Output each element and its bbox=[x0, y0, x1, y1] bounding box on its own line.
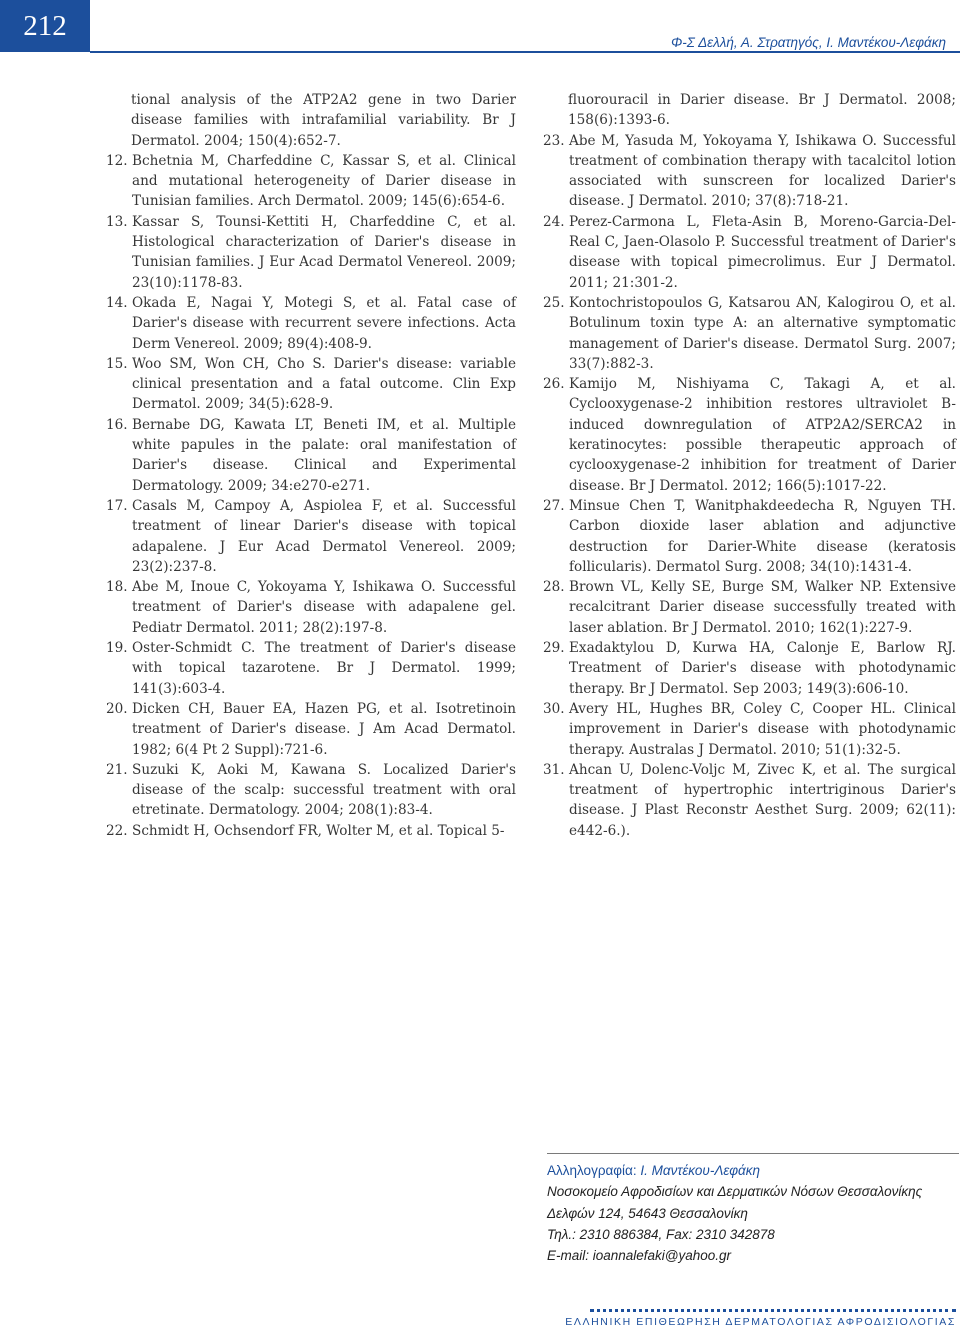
reference-number: 28. bbox=[543, 579, 565, 596]
reference-item bbox=[106, 760, 516, 821]
reference-text: Okada E, Nagai Y, Motegi S, et al. Fatal case of Darier's disease with recurrent severe infections. Acta Derm Venereol. 2009; 89(4):408-9. bbox=[132, 294, 516, 352]
reference-text: Ahcan U, Dolenc-Voljc M, Zivec K, et al. The surgical treatment of hypertrophic intertriginous Darier's disease. J Plast Reconstr Aesthet Surg. 2009; 62(11): e442-6.). bbox=[569, 761, 956, 839]
footer-dotted-rule bbox=[590, 1309, 956, 1312]
reference-text: Bchetnia M, Charfeddine C, Kassar S, et al. Clinical and mutational heterogeneity of Darier disease in Tunisian families. Arch Dermatol. 2009; 145(6):654-6. bbox=[132, 152, 516, 210]
correspondence-address: Δελφών 124, 54643 Θεσσαλονίκη bbox=[547, 1205, 748, 1221]
running-header-authors: Φ-Σ Δελλή, Α. Στρατηγός, Ι. Μαντέκου-Λεφάκη bbox=[670, 35, 946, 50]
reference-text: tional analysis of the ATP2A2 gene in two Darier disease families with intrafamilial variability. Br J Dermatol. 2004; 150(4):652-7. bbox=[131, 92, 516, 149]
correspondence-email: E-mail: ioannalefaki@yahoo.gr bbox=[547, 1248, 732, 1264]
reference-item bbox=[543, 131, 956, 212]
header-rule bbox=[90, 51, 960, 53]
reference-text: Avery HL, Hughes BR, Coley C, Cooper HL. Clinical improvement in Darier's disease with photodynamic therapy. Australas J Dermatol. 2010; 51(1):32-5. bbox=[569, 700, 956, 758]
reference-number: 13. bbox=[106, 213, 128, 230]
reference-number: 21. bbox=[106, 761, 128, 778]
reference-number: 19. bbox=[106, 640, 128, 657]
reference-item bbox=[106, 699, 516, 760]
correspondence-heading-line bbox=[547, 1160, 959, 1181]
reference-item bbox=[543, 496, 956, 577]
reference-item bbox=[543, 212, 956, 293]
reference-number: 25. bbox=[543, 294, 565, 311]
reference-item bbox=[543, 374, 956, 496]
reference-item bbox=[106, 151, 516, 212]
correspondence-institution: Νοσοκομείο Αφροδισίων και Δερματικών Νόσων Θεσσαλονίκης bbox=[547, 1184, 923, 1200]
reference-item bbox=[106, 90, 516, 151]
reference-text: fluorouracil in Darier disease. Br J Dermatol. 2008; 158(6):1393-6. bbox=[568, 92, 956, 129]
reference-number: 17. bbox=[106, 497, 128, 514]
reference-text: Dicken CH, Bauer EA, Hazen PG, et al. Isotretinoin treatment of Darier's disease. J Am Acad Dermatol. 1982; 6(4 Pt 2 Suppl):721-6. bbox=[132, 700, 516, 758]
reference-item bbox=[543, 90, 956, 131]
correspondence-heading: Αλληλογραφία: bbox=[547, 1163, 637, 1178]
reference-item bbox=[543, 293, 956, 374]
reference-number: 23. bbox=[543, 132, 565, 149]
reference-text: Bernabe DG, Kawata LT, Beneti IM, et al. Multiple white papules in the palate: oral manifestation of Darier's disease. Clinical and Experimental Dermatology. 2009; 34:e270-e271. bbox=[132, 416, 516, 494]
reference-text: Casals M, Campoy A, Aspiolea F, et al. Successful treatment of linear Darier's disease with topical adapalene. J Eur Acad Dermatol Venereol. 2009; 23(2):237-8. bbox=[132, 497, 516, 575]
reference-text: Suzuki K, Aoki M, Kawana S. Localized Darier's disease of the scalp: successful treatment with oral etretinate. Dermatology. 2004; 208(1):83-4. bbox=[132, 761, 516, 819]
reference-text: Abe M, Inoue C, Yokoyama Y, Ishikawa O. Successful treatment of Darier's disease with adapalene gel. Pediatr Dermatol. 2011; 28(2):197-8. bbox=[132, 579, 516, 636]
reference-item bbox=[106, 354, 516, 415]
reference-text: Brown VL, Kelly SE, Burge SM, Walker NP. Extensive recalcitrant Darier disease successfully treated with laser ablation. Br J Dermatol. 2010; 162(1):227-9. bbox=[569, 579, 956, 636]
reference-number: 20. bbox=[106, 700, 128, 717]
reference-item bbox=[106, 577, 516, 638]
footer-journal-title: ΕΛΛΗΝΙΚΗ ΕΠΙΘΕΩΡΗΣΗ ΔΕΡΜΑΤΟΛΟΓΙΑΣ ΑΦΡΟΔΙΣΙΟΛΟΓΙΑΣ bbox=[565, 1316, 956, 1328]
correspondence-block bbox=[547, 1160, 959, 1266]
reference-number: 31. bbox=[543, 761, 565, 778]
reference-text: Kassar S, Tounsi-Kettiti H, Charfeddine C, et al. Histological characterization of Darier's disease in Tunisian families. J Eur Acad Dermatol Venereol. 2009; 23(10):1178-83. bbox=[132, 213, 516, 291]
reference-item bbox=[543, 699, 956, 760]
reference-text: Oster-Schmidt C. The treatment of Darier's disease with topical tazarotene. Br J Dermatol. 1999; 141(3):603-4. bbox=[132, 640, 516, 697]
reference-number: 30. bbox=[543, 700, 565, 717]
reference-number: 27. bbox=[543, 497, 565, 514]
reference-text: Kamijo M, Nishiyama C, Takagi A, et al. Cyclooxygenase-2 inhibition restores ultraviolet B-induced downregulation of ATP2A2/SERCA2 in keratinocytes: possible therapeutic approach of cyclooxygenase-2 inhibition for treatment of Darier disease. Br J Dermatol. 2012; 166(5):1017-22. bbox=[569, 376, 956, 494]
references-left-column bbox=[106, 90, 516, 841]
reference-item bbox=[106, 212, 516, 293]
reference-number: 18. bbox=[106, 579, 128, 596]
reference-text: Woo SM, Won CH, Cho S. Darier's disease: variable clinical presentation and a fatal outcome. Clin Exp Dermatol. 2009; 34(5):628-9. bbox=[132, 355, 516, 413]
correspondence-divider bbox=[547, 1153, 959, 1154]
page-number: 212 bbox=[0, 0, 90, 52]
reference-number: 29. bbox=[543, 640, 565, 657]
reference-number: 12. bbox=[106, 152, 128, 169]
reference-item bbox=[543, 577, 956, 638]
reference-text: Minsue Chen T, Wanitphakdeedecha R, Nguyen TH. Carbon dioxide laser ablation and adjunctive destruction for Darier-White disease (keratosis follicularis). Dermatol Surg. 2008; 34(10):1431-4. bbox=[569, 497, 956, 575]
reference-text: Schmidt H, Ochsendorf FR, Wolter M, et al. Topical 5- bbox=[132, 822, 505, 839]
reference-text: Exadaktylou D, Kurwa HA, Calonje E, Barlow RJ. Treatment of Darier's disease with photodynamic therapy. Br J Dermatol. Sep 2003; 149(3):606-10. bbox=[569, 640, 956, 697]
reference-text: Kontochristopoulos G, Katsarou AN, Kalogirou O, et al. Botulinum toxin type A: an alternative symptomatic management of Darier's disease. Dermatol Surg. 2007; 33(7):882-3. bbox=[569, 294, 956, 372]
reference-item bbox=[543, 638, 956, 699]
references-right-column bbox=[543, 90, 956, 841]
reference-number: 26. bbox=[543, 376, 565, 393]
reference-item bbox=[106, 821, 516, 841]
reference-item bbox=[543, 760, 956, 841]
correspondence-name: Ι. Μαντέκου-Λεφάκη bbox=[640, 1163, 761, 1178]
reference-item bbox=[106, 496, 516, 577]
reference-number: 22. bbox=[106, 822, 128, 839]
reference-text: Perez-Carmona L, Fleta-Asin B, Moreno-Garcia-Del-Real C, Jaen-Olasolo P. Successful treatment of Darier's disease with topical pimecrolimus. Eur J Dermatol. 2011; 21:301-2. bbox=[569, 213, 956, 291]
reference-number: 15. bbox=[106, 355, 128, 372]
reference-text: Abe M, Yasuda M, Yokoyama Y, Ishikawa O. Successful treatment of combination therapy with tacalcitol lotion associated with sunscreen for localized Darier's disease. J Dermatol. 2010; 37(8):718-21. bbox=[569, 132, 956, 210]
reference-item bbox=[106, 638, 516, 699]
reference-number: 16. bbox=[106, 416, 128, 433]
reference-item bbox=[106, 293, 516, 354]
correspondence-phone: Τηλ.: 2310 886384, Fax: 2310 342878 bbox=[547, 1226, 775, 1242]
reference-number: 14. bbox=[106, 294, 128, 311]
reference-number: 24. bbox=[543, 213, 565, 230]
reference-item bbox=[106, 415, 516, 496]
